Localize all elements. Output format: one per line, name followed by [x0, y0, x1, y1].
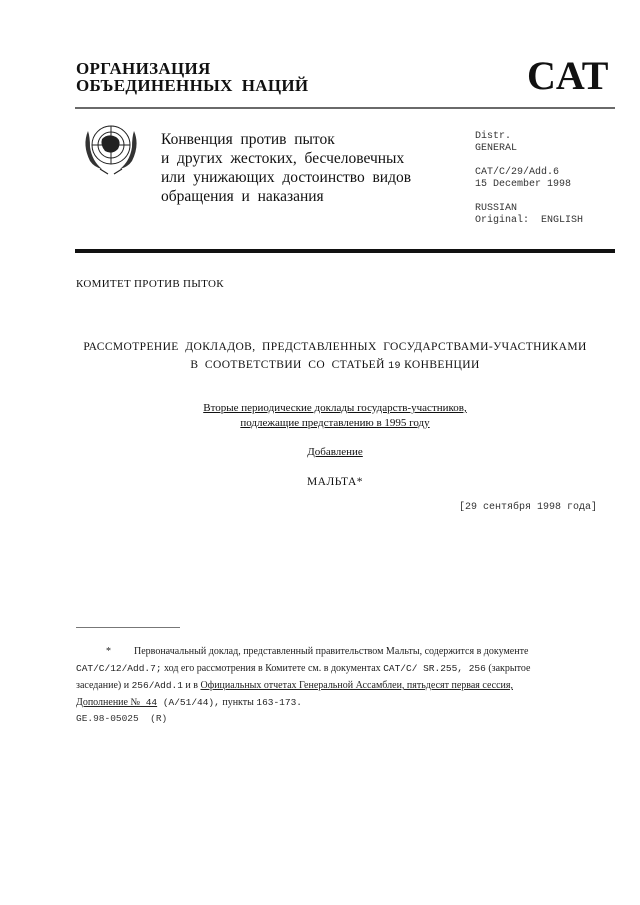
report-title-line-1: РАССМОТРЕНИЕ ДОКЛАДОВ, ПРЕДСТАВЛЕННЫХ ГОСУДАРСТВАМИ-УЧАСТНИКАМИ [83, 341, 587, 353]
original-language: Original: ENGLISH [475, 215, 584, 226]
convention-line-4: обращения и наказания [161, 188, 324, 205]
convention-line-1: Конвенция против пыток [161, 131, 335, 148]
footnote-ref: 163-173. [256, 697, 302, 708]
footnote-text: ход его рассмотрения в Комитете см. в документах [161, 663, 384, 674]
title-text: КОНВЕНЦИИ [400, 359, 480, 371]
distribution-value: GENERAL [475, 143, 518, 154]
convention-title [161, 130, 411, 206]
document-id-block [475, 167, 583, 191]
document-metadata [475, 131, 583, 239]
official-records-reference: Официальных отчетах Генеральной Ассамблеи, пятьдесят первая сессия, Дополнение № [76, 680, 513, 708]
footnote [76, 643, 558, 711]
addendum-label: Добавление [307, 446, 363, 458]
convention-line-2: и других жестоких, бесчеловечных [161, 150, 405, 167]
distribution-label: Distr. [475, 131, 512, 142]
footnote-text: пункты [219, 697, 257, 708]
report-date: [29 сентября 1998 года] [459, 502, 598, 513]
footnote-marker: * [106, 646, 111, 657]
un-emblem-icon [78, 117, 144, 177]
footnote-ref: (A/51/44), [157, 697, 220, 708]
footnote-ref: 256/Add.1 [131, 680, 183, 691]
document-date: 15 December 1998 [475, 179, 572, 190]
report-title [0, 338, 640, 376]
organization-line-1: ОРГАНИЗАЦИЯ [76, 59, 211, 78]
supplement-number: 44 [140, 697, 158, 708]
committee-name: КОМИТЕТ ПРОТИВ ПЫТОК [76, 278, 224, 290]
header-bottom-rule [75, 249, 615, 253]
language: RUSSIAN [475, 203, 518, 214]
title-text: В СООТВЕТСТВИИ СО СТАТЬЕЙ [190, 359, 389, 371]
footnote-text: Первоначальный доклад, представленный правительством Мальты, содержится в документе [134, 646, 529, 657]
footnote-text: (закрытое заседание) и [76, 663, 531, 691]
document-id: CAT/C/29/Add.6 [475, 167, 560, 178]
organization-line-2: ОБЪЕДИНЕННЫХ НАЦИЙ [76, 76, 309, 95]
footnote-ref: CAT/C/12/Add.7; [76, 663, 162, 674]
document-code: GE.98-05025 (R) [76, 713, 168, 724]
report-subtitle [0, 401, 640, 430]
country-heading: МАЛЬТА* [306, 476, 364, 488]
convention-line-3: или унижающих достоинство видов [161, 169, 412, 186]
organization-name [76, 60, 308, 94]
language-block [475, 203, 583, 227]
document-symbol: CAT [527, 53, 609, 98]
header-rule [75, 107, 615, 109]
footnote-ref: CAT/C/ SR.255, 256 [383, 663, 486, 674]
report-title-line-2 [0, 356, 640, 376]
footnote-separator [76, 627, 180, 628]
subtitle-line-2: подлежащие представлению в 1995 году [240, 416, 430, 429]
subtitle-line-1: Вторые периодические доклады государств-участников, [203, 402, 467, 414]
article-number: 19 [388, 361, 401, 372]
footnote-text: и в [182, 680, 201, 691]
distribution-block [475, 131, 583, 155]
addendum-heading [0, 446, 640, 458]
